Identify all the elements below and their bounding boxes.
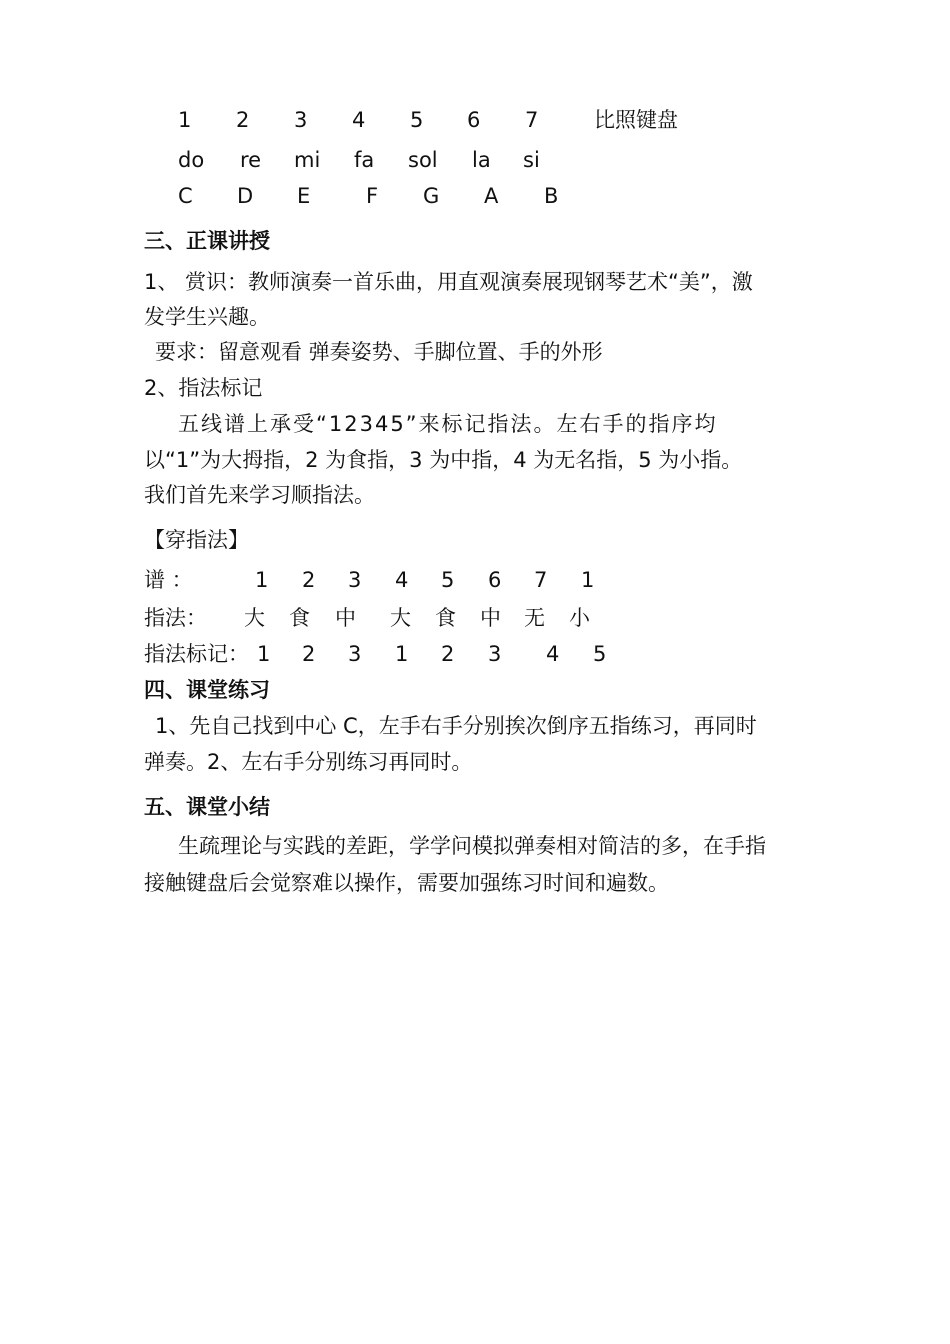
mark-cell: 3 <box>488 642 502 666</box>
fingering-cell: 中 <box>335 606 356 630</box>
letter-cell: B <box>544 184 559 208</box>
score-cell: 7 <box>534 568 548 592</box>
number-cell: 7 <box>525 108 539 132</box>
number-cell: 2 <box>236 108 250 132</box>
paragraph-line: 1、先自己找到中心 C，左手右手分别挨次倒序五指练习，再同时 <box>155 714 757 738</box>
section-heading: 三、正课讲授 <box>144 229 270 253</box>
letter-cell: F <box>366 184 379 208</box>
number-cell: 6 <box>467 108 481 132</box>
subheading: 2、指法标记 <box>144 376 263 400</box>
letter-cell: D <box>237 184 254 208</box>
fingering-cell: 大 <box>390 606 411 630</box>
score-cell: 1 <box>581 568 595 592</box>
solfege-cell: re <box>240 148 262 172</box>
paragraph-line: 生疏理论与实践的差距，学学问模拟弹奏相对简洁的多，在手指 <box>178 834 766 858</box>
solfege-cell: mi <box>294 148 321 172</box>
mark-cell: 2 <box>441 642 455 666</box>
fingering-cell: 食 <box>435 606 456 630</box>
mark-cell: 2 <box>302 642 316 666</box>
score-cell: 4 <box>395 568 409 592</box>
paragraph-line: 弹奏。2、左右手分别练习再同时。 <box>144 750 473 774</box>
score-cell: 6 <box>488 568 502 592</box>
score-label: 谱 ： <box>144 568 193 592</box>
mark-cell: 3 <box>348 642 362 666</box>
fingering-mark-label: 指法标记： <box>144 642 249 666</box>
score-cell: 1 <box>255 568 269 592</box>
section-heading: 四、课堂练习 <box>144 678 270 702</box>
solfege-cell: sol <box>408 148 438 172</box>
paragraph-line: 五线谱上承受“12345”来标记指法。左右手的指序均 <box>178 412 718 436</box>
score-cell: 3 <box>348 568 362 592</box>
letter-cell: E <box>297 184 311 208</box>
score-cell: 5 <box>441 568 455 592</box>
score-cell: 2 <box>302 568 316 592</box>
letter-cell: C <box>178 184 193 208</box>
solfege-cell: fa <box>354 148 375 172</box>
solfege-cell: do <box>178 148 205 172</box>
number-cell: 5 <box>410 108 424 132</box>
mark-cell: 5 <box>593 642 607 666</box>
letter-cell: A <box>484 184 499 208</box>
requirement-line: 要求：留意观看 弹奏姿势、手脚位置、手的外形 <box>155 340 603 364</box>
number-cell: 1 <box>178 108 192 132</box>
paragraph-line: 以“1”为大拇指，2 为食指，3 为中指，4 为无名指，5 为小指。 <box>144 448 743 472</box>
paragraph-line: 接触键盘后会觉察难以操作，需要加强练习时间和遍数。 <box>144 871 669 895</box>
fingering-cell: 食 <box>289 606 310 630</box>
fingering-cell: 无 <box>524 606 545 630</box>
fingering-cell: 大 <box>244 606 265 630</box>
paragraph-line: 1、 赏识：教师演奏一首乐曲，用直观演奏展现钢琴艺术“美”，激 <box>144 270 753 294</box>
cross-finger-title: 【穿指法】 <box>144 528 249 552</box>
section-heading: 五、课堂小结 <box>144 795 270 819</box>
mark-cell: 4 <box>546 642 560 666</box>
fingering-label: 指法： <box>144 606 207 630</box>
paragraph-line: 发学生兴趣。 <box>144 305 270 329</box>
fingering-cell: 小 <box>569 606 590 630</box>
number-cell: 3 <box>294 108 308 132</box>
mark-cell: 1 <box>257 642 271 666</box>
fingering-cell: 中 <box>480 606 501 630</box>
compare-keyboard-label: 比照键盘 <box>594 108 678 132</box>
letter-cell: G <box>423 184 440 208</box>
number-cell: 4 <box>352 108 366 132</box>
solfege-cell: si <box>523 148 540 172</box>
paragraph-line: 我们首先来学习顺指法。 <box>144 483 375 507</box>
solfege-cell: la <box>472 148 491 172</box>
mark-cell: 1 <box>395 642 409 666</box>
